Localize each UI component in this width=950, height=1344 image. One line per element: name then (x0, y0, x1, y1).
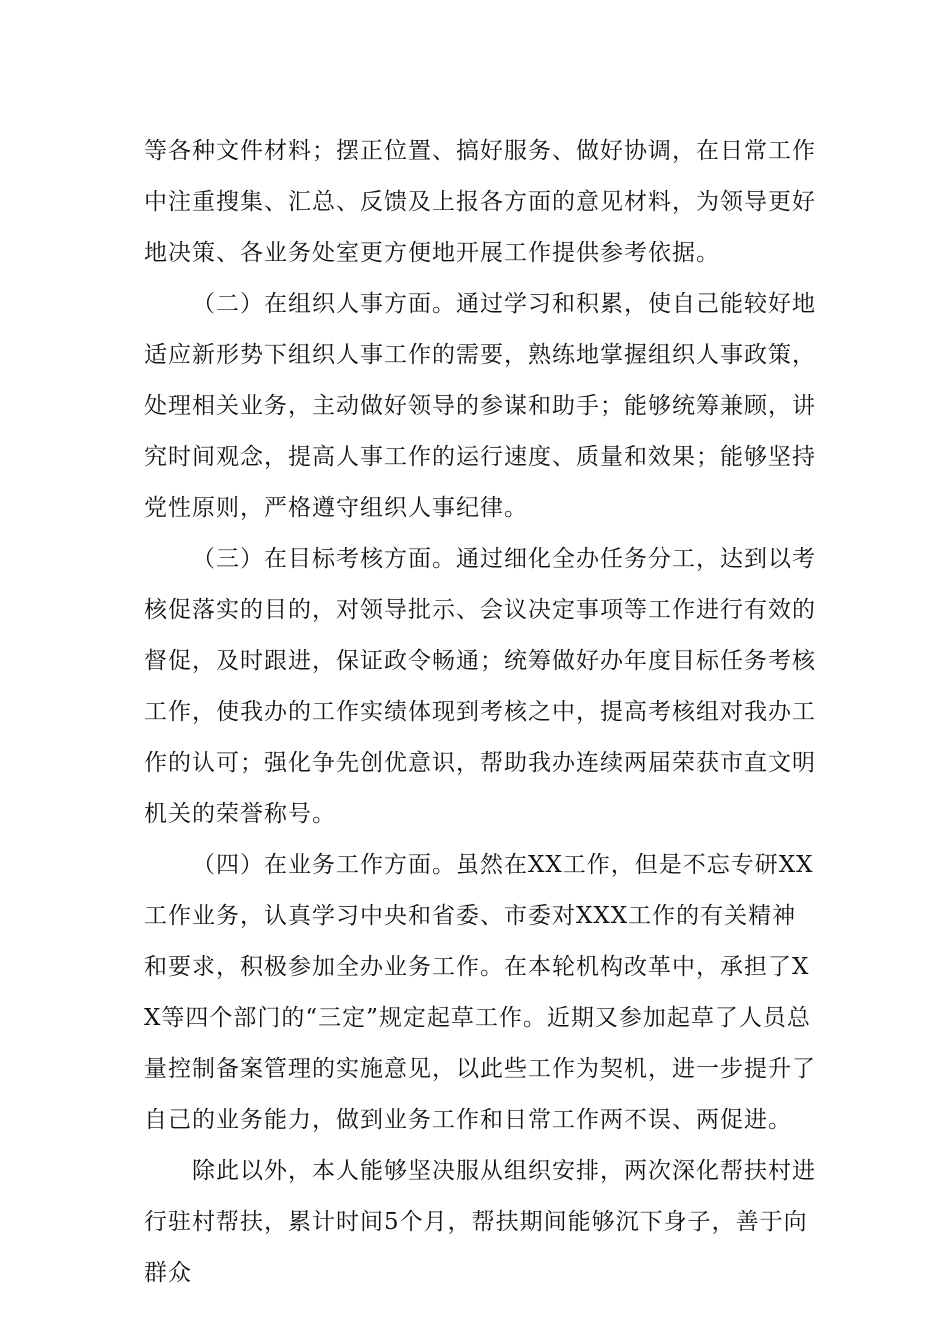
document-body (144, 126, 820, 1299)
paragraph-target-assessment: （三）在目标考核方面。通过细化全办任务分工，达到以考核促落实的目的，对领导批示、会议决定事项等工作进行有效的督促，及时跟进，保证政令畅通；统筹做好办年度目标任务考核工作，使我办的工作实绩体现到考核之中，提高考核组对我办工作的认可；强化争先创优意识，帮助我办连续两届荣获市直文明机关的荣誉称号。 (144, 546, 816, 827)
paragraph-business-work: （四）在业务工作方面。虽然在XX工作，但是不忘专研XX工作业务，认真学习中央和省委、市委对XXX工作的有关精神和要求，积极参加全办业务工作。在本轮机构改革中，承担了XX等四个部门的“三定”规定起草工作。近期又参加起草了人员总量控制备案管理的实施意见，以此些工作为契机，进一步提升了自己的业务能力，做到业务工作和日常工作两不误、两促进。 (144, 852, 816, 1133)
paragraph-continuation: 等各种文件材料；摆正位置、搞好服务、做好协调，在日常工作中注重搜集、汇总、反馈及上报各方面的意见材料，为领导更好地决策、各业务处室更方便地开展工作提供参考依据。 (144, 138, 816, 266)
paragraph-additional: 除此以外，本人能够坚决服从组织安排，两次深化帮扶村进行驻村帮扶，累计时间5个月，帮扶期间能够沉下身子，善于向群众 (144, 1158, 816, 1286)
paragraph-personnel: （二）在组织人事方面。通过学习和积累，使自己能较好地适应新形势下组织人事工作的需要，熟练地掌握组织人事政策，处理相关业务，主动做好领导的参谋和助手；能够统筹兼顾，讲究时间观念，提高人事工作的运行速度、质量和效果；能够坚持党性原则，严格遵守组织人事纪律。 (144, 291, 816, 521)
